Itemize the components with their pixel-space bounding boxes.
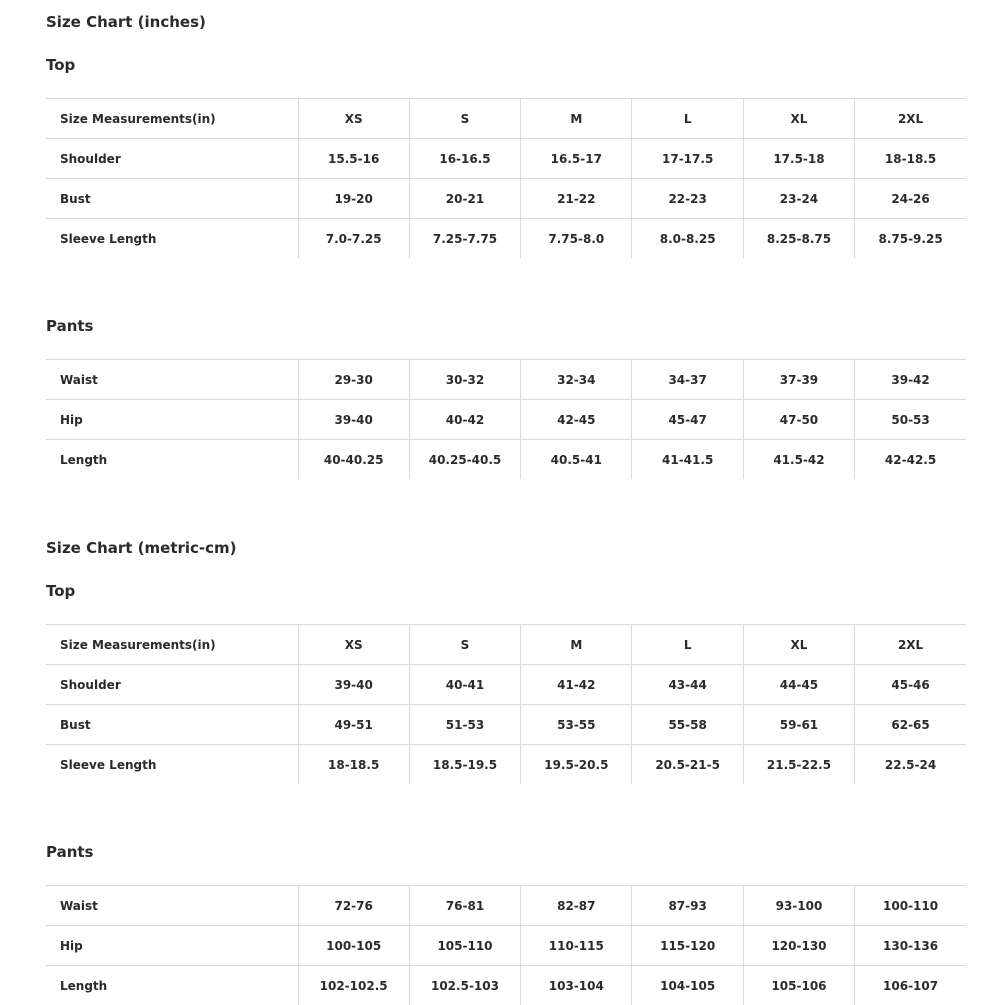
size-value: 23-24 — [743, 179, 854, 219]
size-value: 76-81 — [409, 886, 520, 926]
size-value: 21-22 — [521, 179, 632, 219]
size-value: 41.5-42 — [743, 440, 854, 480]
size-value: 18-18.5 — [855, 139, 966, 179]
size-value: 20.5-21-5 — [632, 745, 743, 785]
size-value: 110-115 — [521, 926, 632, 966]
size-value: 44-45 — [743, 665, 854, 705]
inches-top-title: Top — [46, 55, 75, 75]
size-value: 40.25-40.5 — [409, 440, 520, 480]
size-value: 39-40 — [298, 665, 409, 705]
size-value: S — [409, 99, 520, 139]
size-value: 17.5-18 — [743, 139, 854, 179]
size-value: 39-40 — [298, 400, 409, 440]
size-value: 20-21 — [409, 179, 520, 219]
size-value: 45-47 — [632, 400, 743, 440]
size-value: 30-32 — [409, 360, 520, 400]
size-value: 17-17.5 — [632, 139, 743, 179]
size-value: 59-61 — [743, 705, 854, 745]
size-value: 7.75-8.0 — [521, 219, 632, 259]
metric-top-table — [46, 624, 966, 784]
size-value: 82-87 — [521, 886, 632, 926]
table-row — [46, 966, 966, 1005]
size-value: 18-18.5 — [298, 745, 409, 785]
size-value: 42-45 — [521, 400, 632, 440]
table-row — [46, 705, 966, 745]
size-value: XS — [298, 99, 409, 139]
measurement-label: Shoulder — [46, 665, 298, 705]
size-value: 2XL — [855, 625, 966, 665]
inches-pants-title: Pants — [46, 316, 94, 336]
size-value: 120-130 — [743, 926, 854, 966]
size-value: 130-136 — [855, 926, 966, 966]
size-value: 106-107 — [855, 966, 966, 1005]
measurement-label: Size Measurements(in) — [46, 625, 298, 665]
size-value: 105-106 — [743, 966, 854, 1005]
size-value: 100-105 — [298, 926, 409, 966]
size-value: 55-58 — [632, 705, 743, 745]
size-value: 40-41 — [409, 665, 520, 705]
size-value: 40-40.25 — [298, 440, 409, 480]
size-value: 53-55 — [521, 705, 632, 745]
size-value: S — [409, 625, 520, 665]
size-value: 7.0-7.25 — [298, 219, 409, 259]
size-value: 105-110 — [409, 926, 520, 966]
size-value: 7.25-7.75 — [409, 219, 520, 259]
size-value: 45-46 — [855, 665, 966, 705]
measurement-label: Hip — [46, 400, 298, 440]
size-value: XS — [298, 625, 409, 665]
size-value: 49-51 — [298, 705, 409, 745]
table-row — [46, 400, 966, 440]
measurement-label: Size Measurements(in) — [46, 99, 298, 139]
metric-chart-title: Size Chart (metric-cm) — [46, 538, 237, 558]
size-value: 72-76 — [298, 886, 409, 926]
size-value: 40-42 — [409, 400, 520, 440]
size-value: 62-65 — [855, 705, 966, 745]
measurement-label: Bust — [46, 705, 298, 745]
size-value: 24-26 — [855, 179, 966, 219]
size-value: 15.5-16 — [298, 139, 409, 179]
size-value: 40.5-41 — [521, 440, 632, 480]
size-value: 102-102.5 — [298, 966, 409, 1005]
inches-pants-table — [46, 359, 966, 479]
size-value: L — [632, 99, 743, 139]
table-header-row — [46, 99, 966, 139]
table-row — [46, 926, 966, 966]
measurement-label: Waist — [46, 360, 298, 400]
table-header-row — [46, 625, 966, 665]
size-value: 42-42.5 — [855, 440, 966, 480]
size-value: 2XL — [855, 99, 966, 139]
metric-pants-title: Pants — [46, 842, 94, 862]
size-value: 22.5-24 — [855, 745, 966, 785]
table-row — [46, 745, 966, 785]
size-value: 115-120 — [632, 926, 743, 966]
size-value: 32-34 — [521, 360, 632, 400]
size-value: 41-41.5 — [632, 440, 743, 480]
size-value: 50-53 — [855, 400, 966, 440]
table-row — [46, 886, 966, 926]
size-value: 19-20 — [298, 179, 409, 219]
measurement-label: Shoulder — [46, 139, 298, 179]
size-value: M — [521, 99, 632, 139]
table-row — [46, 219, 966, 259]
inches-top-table — [46, 98, 966, 258]
size-value: 51-53 — [409, 705, 520, 745]
size-value: 47-50 — [743, 400, 854, 440]
size-value: 87-93 — [632, 886, 743, 926]
inches-chart-title: Size Chart (inches) — [46, 12, 206, 32]
size-value: 22-23 — [632, 179, 743, 219]
size-value: 37-39 — [743, 360, 854, 400]
size-value: 39-42 — [855, 360, 966, 400]
measurement-label: Length — [46, 440, 298, 480]
size-value: XL — [743, 99, 854, 139]
size-value: 8.0-8.25 — [632, 219, 743, 259]
measurement-label: Waist — [46, 886, 298, 926]
size-value: 102.5-103 — [409, 966, 520, 1005]
size-value: 21.5-22.5 — [743, 745, 854, 785]
size-value: 19.5-20.5 — [521, 745, 632, 785]
measurement-label: Bust — [46, 179, 298, 219]
size-value: 43-44 — [632, 665, 743, 705]
size-value: 34-37 — [632, 360, 743, 400]
size-value: 18.5-19.5 — [409, 745, 520, 785]
table-row — [46, 139, 966, 179]
measurement-label: Sleeve Length — [46, 219, 298, 259]
size-value: 16.5-17 — [521, 139, 632, 179]
size-value: 8.25-8.75 — [743, 219, 854, 259]
size-value: 8.75-9.25 — [855, 219, 966, 259]
table-row — [46, 665, 966, 705]
size-value: 104-105 — [632, 966, 743, 1005]
measurement-label: Sleeve Length — [46, 745, 298, 785]
table-row — [46, 360, 966, 400]
measurement-label: Hip — [46, 926, 298, 966]
size-value: L — [632, 625, 743, 665]
metric-top-title: Top — [46, 581, 75, 601]
size-value: 41-42 — [521, 665, 632, 705]
size-value: 103-104 — [521, 966, 632, 1005]
size-value: M — [521, 625, 632, 665]
table-row — [46, 440, 966, 480]
size-value: 29-30 — [298, 360, 409, 400]
size-value: 16-16.5 — [409, 139, 520, 179]
size-value: 100-110 — [855, 886, 966, 926]
measurement-label: Length — [46, 966, 298, 1005]
size-value: 93-100 — [743, 886, 854, 926]
table-row — [46, 179, 966, 219]
size-value: XL — [743, 625, 854, 665]
metric-pants-table — [46, 885, 966, 1005]
